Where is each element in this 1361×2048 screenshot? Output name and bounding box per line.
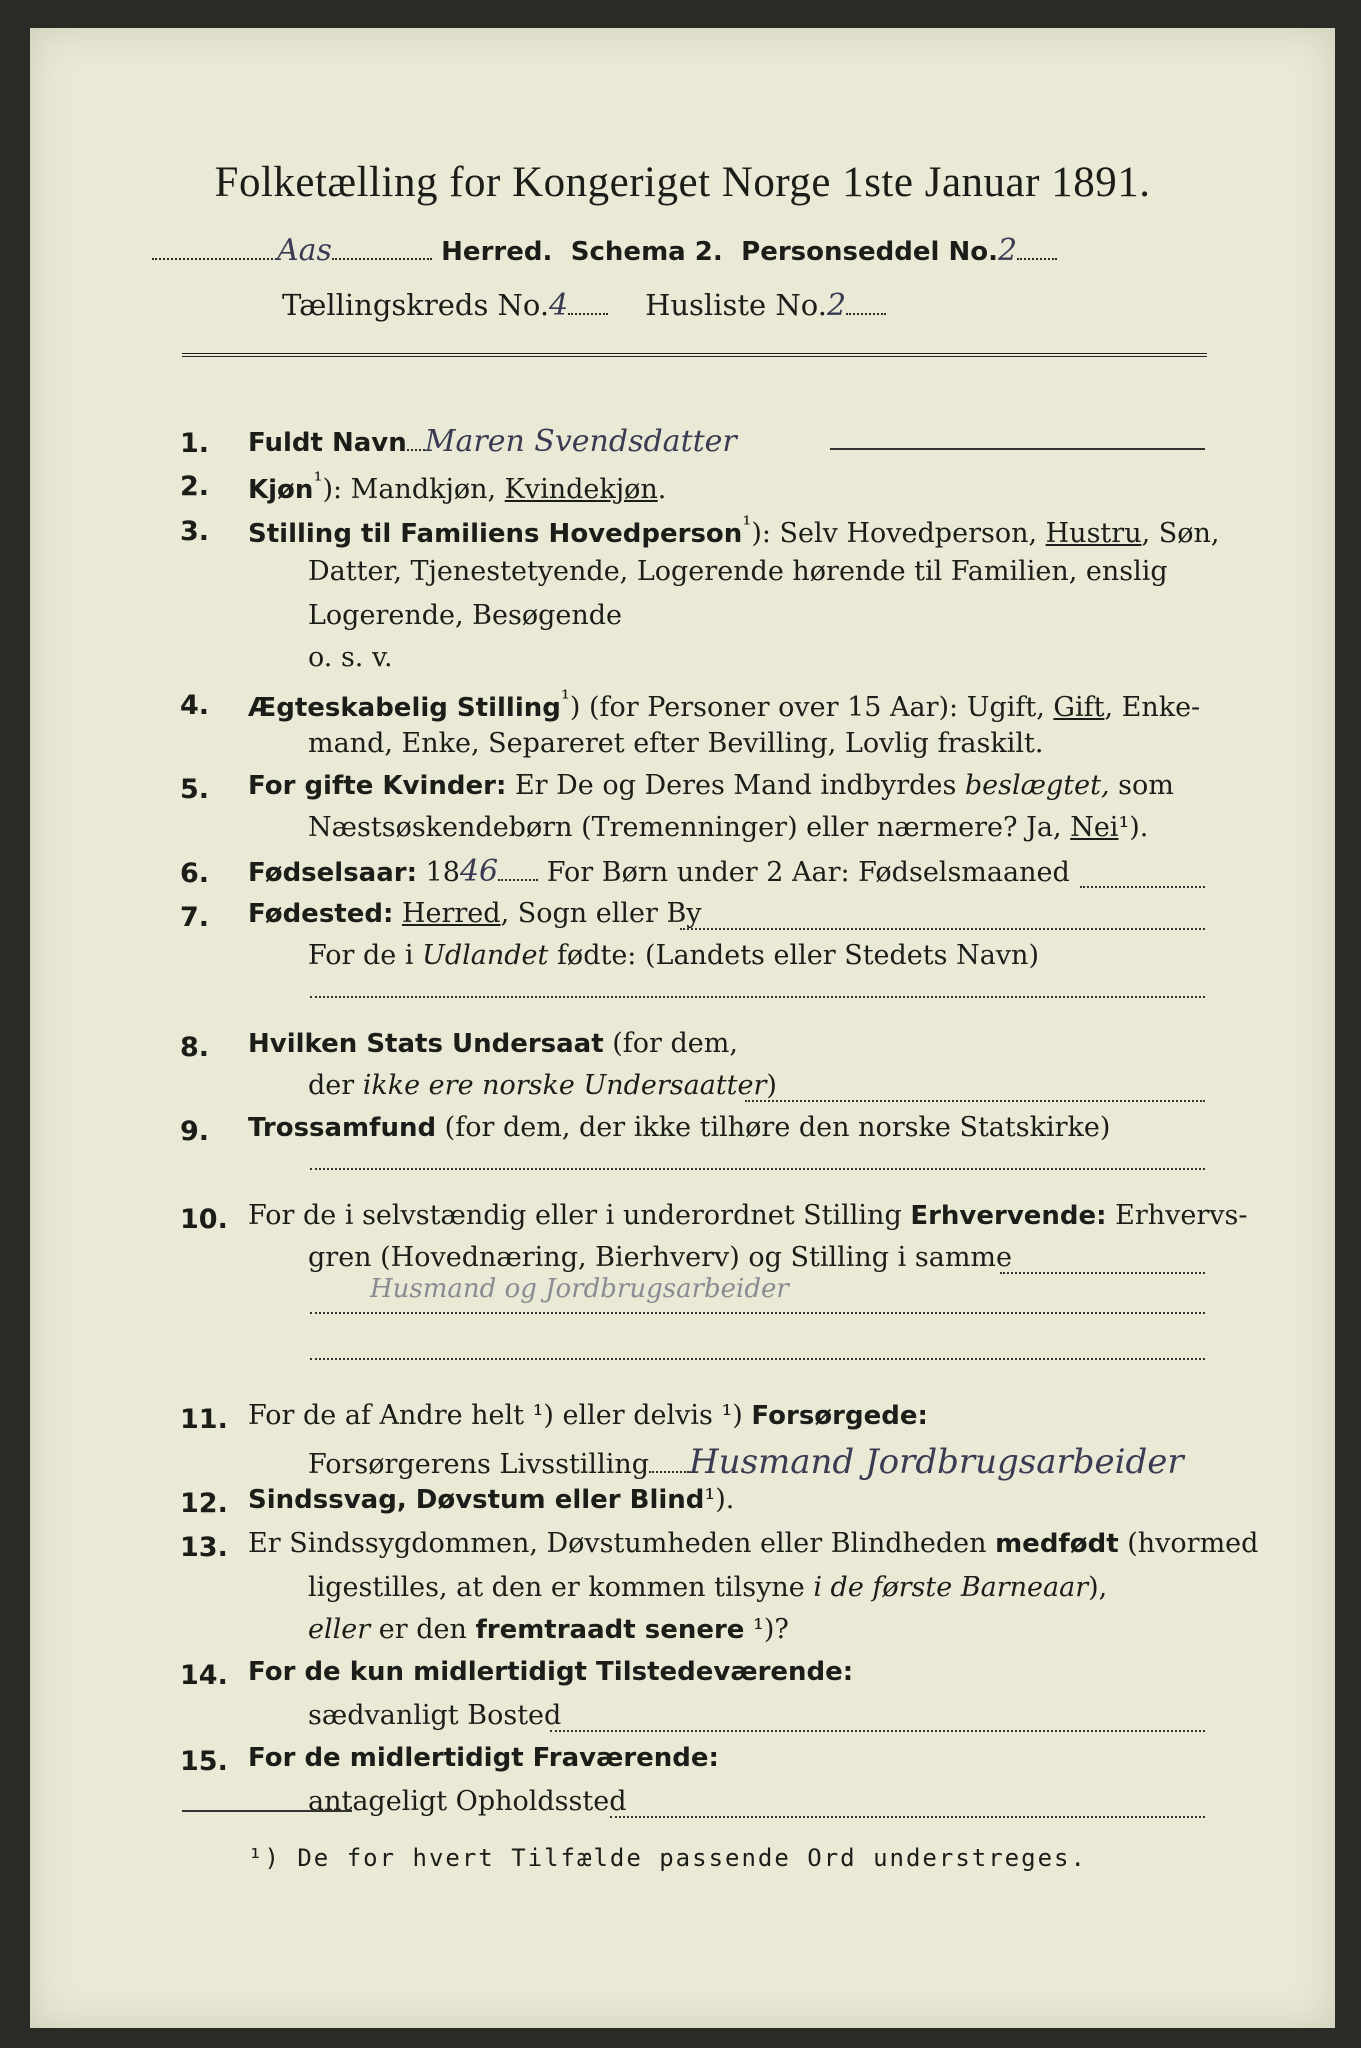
q1-label: Fuldt Navn xyxy=(248,428,407,458)
q15-line2: antageligt Opholdssted xyxy=(308,1786,627,1817)
kreds-label: Tællingskreds No. xyxy=(282,288,550,322)
q5-a: Er De og Deres Mand indbyrdes xyxy=(506,770,965,801)
q2-text xyxy=(248,468,666,505)
q9-label: Trossamfund xyxy=(248,1113,437,1143)
q14-number: 14. xyxy=(180,1660,228,1691)
q10-dotted-line xyxy=(1000,1272,1205,1274)
personseddel-value: 2 xyxy=(997,233,1018,268)
q11-number: 11. xyxy=(180,1404,228,1435)
q10-a: For de i selvstændig eller i underordnet Stilling xyxy=(248,1200,911,1231)
q6-dotted-line xyxy=(1080,886,1205,888)
q15-text xyxy=(248,1742,719,1773)
q5-line2a: Næstsøskendebørn (Tremenninger) eller nærmere? Ja, xyxy=(308,812,1071,843)
q1-number: 1. xyxy=(180,428,210,459)
q10-b: Erhvervs- xyxy=(1106,1200,1248,1231)
q6-rest: For Børn under 2 Aar: Fødselsmaaned xyxy=(538,857,1070,888)
header-divider xyxy=(182,353,1207,357)
q13-line2a: ligestilles, at den er kommen tilsyne xyxy=(308,1572,814,1603)
q4-sup: ¹ xyxy=(560,686,570,712)
q15-dotted-line xyxy=(610,1816,1205,1818)
q10-text xyxy=(248,1200,1248,1231)
q13-b: (hvormed xyxy=(1118,1528,1259,1559)
q10-value: Husmand og Jordbrugsarbeider xyxy=(370,1274,789,1304)
q6-value: 46 xyxy=(459,854,499,889)
q1-line xyxy=(830,448,1205,450)
q1-text xyxy=(248,424,737,459)
q7-line2 xyxy=(308,940,1039,971)
q5-text xyxy=(248,770,1174,801)
kreds-value: 4 xyxy=(549,288,569,323)
q5-underlined: Nei xyxy=(1070,812,1119,843)
q8-rest: (for dem, xyxy=(603,1028,738,1059)
q9-rest: (for dem, der ikke tilhøre den norske Statskirke) xyxy=(436,1112,1111,1143)
q13-label: medfødt xyxy=(995,1529,1119,1559)
q8-line2b: ) xyxy=(766,1070,777,1101)
q15-label: For de midlertidigt Fraværende: xyxy=(248,1743,719,1773)
personseddel-label: Personseddel No. xyxy=(741,237,998,267)
q6-text xyxy=(248,854,1070,889)
q15-number: 15. xyxy=(180,1746,228,1777)
q11-value: Husmand Jordbrugsarbeider xyxy=(689,1442,1184,1482)
q7-text xyxy=(248,898,702,929)
q6-label: Fødselsaar: xyxy=(248,858,417,888)
q2-rest: ): Mandkjøn, xyxy=(322,474,505,505)
kreds-row xyxy=(282,288,886,323)
q10-number: 10. xyxy=(180,1204,228,1235)
q12-number: 12. xyxy=(180,1488,228,1519)
q10-line2: gren (Hovednæring, Bierhverv) og Stilling i samme xyxy=(308,1242,1013,1273)
q4-b: , Enke- xyxy=(1104,692,1201,723)
herred-value: Aas xyxy=(277,233,332,268)
q8-dotted-line xyxy=(745,1100,1205,1102)
q1-value: Maren Svendsdatter xyxy=(424,424,737,459)
q11-text xyxy=(248,1400,928,1431)
q4-label: Ægteskabelig Stilling xyxy=(248,693,561,723)
q3-sup: ¹ xyxy=(742,512,752,538)
q14-dotted-line xyxy=(550,1730,1205,1732)
q8-label: Hvilken Stats Undersaat xyxy=(248,1029,604,1059)
q8-line2a: der xyxy=(308,1070,363,1101)
q3-number: 3. xyxy=(180,516,210,547)
husliste-value: 2 xyxy=(826,288,847,323)
q7-rest: , Sogn eller By xyxy=(500,898,702,929)
q7-number: 7. xyxy=(180,902,210,933)
q5-number: 5. xyxy=(180,774,210,805)
q9-number: 9. xyxy=(180,1116,210,1147)
q14-text xyxy=(248,1656,853,1687)
q4-number: 4. xyxy=(180,690,210,721)
q6-prefix: 18 xyxy=(417,857,460,888)
q13-line2i: i de første Barneaar xyxy=(813,1572,1089,1603)
q7-line2a: For de i xyxy=(308,940,423,971)
q12-text xyxy=(248,1484,734,1515)
q13-line3a: er den xyxy=(370,1614,476,1645)
q2-sup: ¹ xyxy=(313,468,323,494)
q3-label: Stilling til Familiens Hovedperson xyxy=(248,519,743,549)
q4-text xyxy=(248,686,1200,723)
q13-line2 xyxy=(308,1572,1107,1603)
q2-label: Kjøn xyxy=(248,475,314,505)
q3-line4: o. s. v. xyxy=(308,642,393,673)
q14-label: For de kun midlertidigt Tilstedeværende: xyxy=(248,1657,854,1687)
herred-row xyxy=(152,233,1057,268)
form-title: Folketælling for Kongeriget Norge 1ste Januar 1891. xyxy=(214,159,1151,206)
q4-underlined: Gift xyxy=(1053,692,1105,723)
q6-number: 6. xyxy=(180,858,210,889)
q3-line2: Datter, Tjenestetyende, Logerende hørende til Familien, enslig xyxy=(308,556,1168,587)
q3-line3: Logerende, Besøgende xyxy=(308,600,622,631)
q13-text xyxy=(248,1528,1258,1559)
q7-line2i: Udlandet xyxy=(422,940,549,971)
q10-label: Erhvervende: xyxy=(910,1201,1107,1231)
q7-line2b: fødte: (Landets eller Stedets Navn) xyxy=(548,940,1039,971)
q13-a: Er Sindssygdommen, Døvstumheden eller Blindheden xyxy=(248,1528,996,1559)
q13-line3b: fremtraadt senere xyxy=(475,1615,745,1645)
q3-a: ): Selv Hovedperson, xyxy=(751,518,1046,549)
q13-line3c: ¹)? xyxy=(744,1614,789,1645)
q5-b: som xyxy=(1109,770,1174,801)
q14-line2: sædvanligt Bosted xyxy=(308,1700,562,1731)
q11-line2 xyxy=(308,1442,1184,1482)
q13-line3 xyxy=(308,1614,789,1645)
q7-dotted-line xyxy=(680,928,1205,930)
q5-line2 xyxy=(308,812,1148,843)
q13-line3i: eller xyxy=(308,1614,371,1645)
q5-label: For gifte Kvinder: xyxy=(248,771,507,801)
q8-text xyxy=(248,1028,738,1059)
q10-dotted-line-2 xyxy=(310,1312,1205,1314)
q2-underlined: Kvindekjøn xyxy=(504,474,658,505)
q8-line2 xyxy=(308,1070,777,1101)
q2-end: . xyxy=(657,474,667,505)
q13-line2b: ), xyxy=(1088,1572,1108,1603)
herred-label: Herred. xyxy=(441,237,553,267)
q7-label: Fødested: xyxy=(248,899,394,929)
q4-a: ) (for Personer over 15 Aar): Ugift, xyxy=(569,692,1054,723)
q8-number: 8. xyxy=(180,1032,210,1063)
q5-line2b: ¹). xyxy=(1118,812,1149,843)
q4-line2: mand, Enke, Separeret efter Bevilling, Lovlig fraskilt. xyxy=(308,728,1044,759)
q9-text xyxy=(248,1112,1110,1143)
q11-line2-text: Forsørgerens Livsstilling xyxy=(308,1449,650,1480)
schema-label: Schema 2. xyxy=(570,237,723,267)
q12-label: Sindssvag, Døvstum eller Blind xyxy=(248,1485,705,1515)
footnote: ¹) De for hvert Tilfælde passende Ord understreges. xyxy=(248,1844,1087,1872)
q8-line2i: ikke ere norske Undersaatter xyxy=(362,1070,767,1101)
q11-label: Forsørgede: xyxy=(751,1401,928,1431)
q10-dotted-line-3 xyxy=(310,1358,1205,1360)
q7-underlined: Herred xyxy=(401,898,501,929)
husliste-label: Husliste No. xyxy=(645,288,827,322)
q13-number: 13. xyxy=(180,1532,228,1563)
q3-underlined: Hustru xyxy=(1045,518,1142,549)
footnote-rule xyxy=(182,1810,352,1812)
q12-rest: ¹). xyxy=(704,1484,735,1515)
census-form xyxy=(30,28,1335,2028)
q2-number: 2. xyxy=(180,471,210,502)
q9-dotted-line xyxy=(310,1168,1205,1170)
q3-b: , Søn, xyxy=(1141,518,1220,549)
q7-dotted-line-2 xyxy=(310,996,1205,998)
q3-text xyxy=(248,512,1219,549)
q11-a: For de af Andre helt ¹) eller delvis ¹) xyxy=(248,1400,752,1431)
q5-italic: beslægtet, xyxy=(964,770,1110,801)
